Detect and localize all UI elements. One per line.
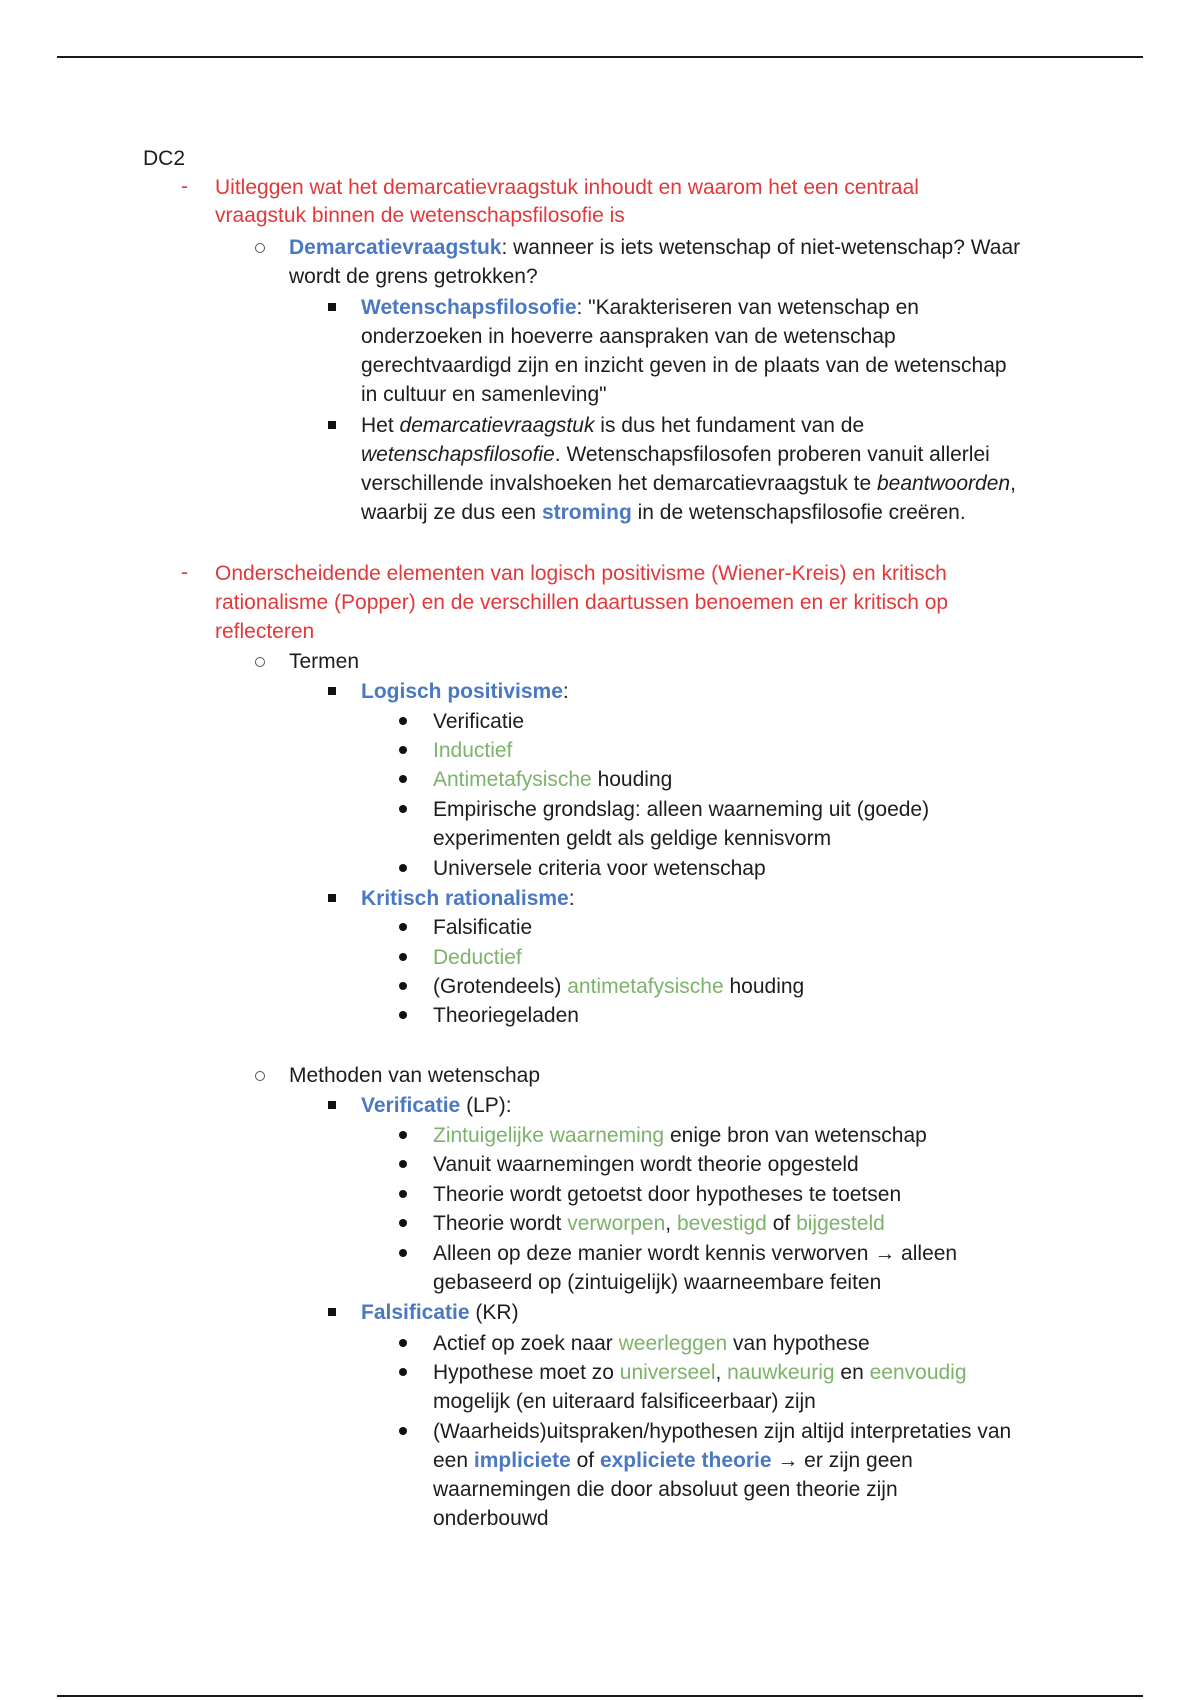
demarcatie-line2: wordt de grens getrokken? (289, 265, 538, 288)
term-impliciete: impliciete (473, 1449, 571, 1472)
square-bullet (328, 687, 336, 695)
wf-line3: gerechtvaardigd zijn en inzicht geven in de plaats van de wetenschap (361, 354, 1007, 377)
term-verificatie: Verificatie (361, 1094, 461, 1117)
dot-bullet (399, 982, 407, 990)
demarcatie-line1: Demarcatievraagstuk: wanneer is iets wetenschap of niet-wetenschap? Waar (289, 236, 1021, 259)
lp-item-4-line1: Empirische grondslag: alleen waarneming uit (goede) (433, 798, 930, 821)
square-bullet (328, 1101, 336, 1109)
ver-item-3: Theorie wordt getoetst door hypotheses te toetsen (433, 1183, 902, 1206)
footer-rule (57, 1695, 1143, 1697)
wf-line2: onderzoeken in hoeverre aanspraken van de wetenschap (361, 325, 896, 348)
term-expliciete-theorie: expliciete theorie (599, 1449, 772, 1472)
term-kritisch-rationalisme: Kritisch rationalisme (361, 887, 569, 910)
dot-bullet (399, 864, 407, 872)
dot-bullet (399, 805, 407, 813)
fal-item-2-line1: Hypothese moet zo universeel, nauwkeurig en eenvoudig (433, 1361, 967, 1384)
methoden-label: Methoden van wetenschap (289, 1064, 541, 1087)
dot-bullet (399, 717, 407, 725)
dot-bullet (399, 1160, 407, 1168)
het-line4: waarbij ze dus een stroming in de wetenschapsfilosofie creëren. (361, 501, 966, 524)
term-wetenschapsfilosofie: Wetenschapsfilosofie (361, 296, 577, 319)
het-line1: Het demarcatievraagstuk is dus het fundament van de (361, 414, 865, 437)
wf-line4: in cultuur en samenleving" (361, 383, 607, 406)
term-falsificatie: Falsificatie (361, 1301, 470, 1324)
ver-item-1: Zintuigelijke waarneming enige bron van wetenschap (433, 1124, 927, 1147)
fal-item-3-line1: (Waarheids)uitspraken/hypothesen zijn altijd interpretaties van (433, 1420, 1012, 1443)
kr-heading: Kritisch rationalisme: (361, 887, 575, 910)
fal-item-3-line3: waarnemingen die door absoluut geen theorie zijn (433, 1478, 898, 1501)
section2-heading-line3: reflecteren (215, 620, 315, 643)
dot-bullet (399, 1219, 407, 1227)
lp-item-1: Verificatie (433, 710, 525, 733)
ver-item-5-line1: Alleen op deze manier wordt kennis verworven → alleen (433, 1242, 958, 1265)
term-logisch-positivisme: Logisch positivisme (361, 680, 563, 703)
ver-item-4: Theorie wordt verworpen, bevestigd of bijgesteld (433, 1212, 885, 1235)
fal-item-2-line2: mogelijk (en uiteraard falsificeerbaar) zijn (433, 1390, 816, 1413)
section1-heading-line2: vraagstuk binnen de wetenschapsfilosofie is (215, 204, 625, 227)
square-bullet (328, 894, 336, 902)
dot-bullet (399, 775, 407, 783)
square-bullet (328, 303, 336, 311)
dot-bullet (399, 1249, 407, 1257)
term-demarcatievraagstuk: Demarcatievraagstuk (289, 236, 502, 259)
page-title: DC2 (143, 147, 186, 170)
fal-item-3-line4: onderbouwd (433, 1507, 549, 1530)
dot-bullet (399, 953, 407, 961)
dash-bullet: - (181, 561, 188, 584)
het-line3: verschillende invalshoeken het demarcatievraagstuk te beantwoorden, (361, 472, 1016, 495)
kr-item-2: Deductief (433, 946, 522, 969)
square-bullet (328, 1308, 336, 1316)
fal-heading: Falsificatie (KR) (361, 1301, 519, 1324)
dot-bullet (399, 1339, 407, 1347)
dot-bullet (399, 923, 407, 931)
section1-heading-line1: Uitleggen wat het demarcatievraagstuk inhoudt en waarom het een centraal (215, 176, 919, 199)
dot-bullet (399, 746, 407, 754)
dash-bullet: - (181, 175, 188, 198)
lp-item-2: Inductief (433, 739, 513, 762)
circle-bullet (255, 657, 265, 667)
lp-heading: Logisch positivisme: (361, 680, 569, 703)
circle-bullet (255, 243, 265, 253)
dot-bullet (399, 1427, 407, 1435)
ver-item-2: Vanuit waarnemingen wordt theorie opgesteld (433, 1153, 859, 1176)
dot-bullet (399, 1368, 407, 1376)
section2-heading-line1: Onderscheidende elementen van logisch positivisme (Wiener-Kreis) en kritisch (215, 562, 947, 585)
kr-item-3: (Grotendeels) antimetafysische houding (433, 975, 805, 998)
term-stroming: stroming (541, 501, 632, 524)
header-rule (57, 56, 1143, 58)
kr-item-1: Falsificatie (433, 916, 533, 939)
het-line2: wetenschapsfilosofie. Wetenschapsfilosofen proberen vanuit allerlei (361, 443, 990, 466)
ver-heading: Verificatie (LP): (361, 1094, 512, 1117)
kr-item-4: Theoriegeladen (433, 1004, 579, 1027)
fal-item-3-line2: een impliciete of expliciete theorie → er zijn geen (433, 1449, 913, 1472)
lp-item-5: Universele criteria voor wetenschap (433, 857, 766, 880)
termen-label: Termen (289, 650, 360, 673)
ver-item-5-line2: gebaseerd op (zintuigelijk) waarneembare feiten (433, 1271, 882, 1294)
fal-item-1: Actief op zoek naar weerleggen van hypothese (433, 1332, 870, 1355)
dot-bullet (399, 1131, 407, 1139)
dot-bullet (399, 1011, 407, 1019)
lp-item-3: Antimetafysische houding (433, 768, 673, 791)
square-bullet (328, 421, 336, 429)
lp-item-4-line2: experimenten geldt als geldige kennisvorm (433, 827, 832, 850)
dot-bullet (399, 1190, 407, 1198)
circle-bullet (255, 1071, 265, 1081)
wf-line1: Wetenschapsfilosofie: "Karakteriseren van wetenschap en (361, 296, 919, 319)
section2-heading-line2: rationalisme (Popper) en de verschillen daartussen benoemen en er kritisch op (215, 591, 949, 614)
